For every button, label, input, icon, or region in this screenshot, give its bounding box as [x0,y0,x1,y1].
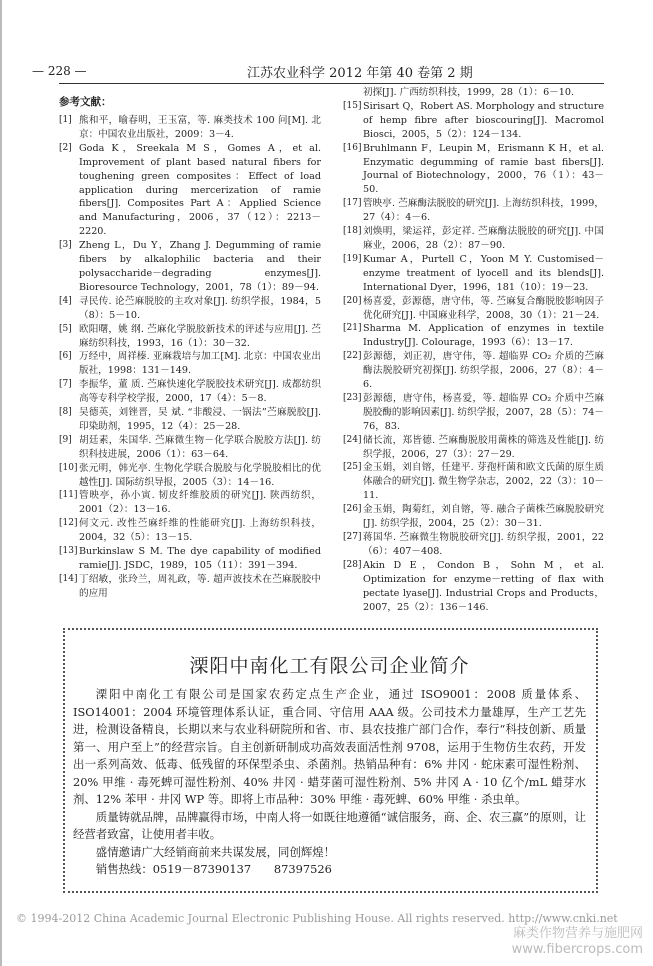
reference-number: [4] [59,295,72,306]
copyright-footer: © 1994-2012 China Academic Journal Electronic Publishing House. All rights reserved. http://www.cnki.net [16,911,618,925]
references-left-column [59,86,321,601]
reference-item [343,86,604,100]
reference-text: 万经中，周祥榛. 亚麻栽培与加工[M]. 北京：中国农业出版社，1998：131－149. [79,351,321,377]
header-rule [59,83,604,84]
reference-item [343,225,604,253]
reference-item [343,559,604,615]
reference-text: 金玉娟，陶菊红，刘自镕，等. 融合子菌株苎麻脱胶研究[J]. 纺织学报，2004，25（2）：30－31. [363,504,604,530]
reference-item [59,517,321,545]
reference-number: [7] [59,379,72,390]
ad-paragraph: 质量铸就品牌，品牌赢得市场，中南人将一如既往地遵循“诚信服务，商、企、农三赢”的原则，让经营者致富，让使用者丰收。 [73,809,586,842]
reference-number: [5] [59,323,72,334]
reference-text: 蒋国华. 苎麻微生物脱胶研究[J]. 纺织学报，2001，22（6）：407－408. [363,532,604,557]
reference-number: [15] [343,100,362,111]
reference-number: [22] [343,351,362,362]
reference-number: [20] [343,295,362,306]
reference-item [343,531,604,559]
reference-number: [25] [343,462,362,473]
reference-item [59,434,321,462]
reference-item [59,295,321,323]
references-right-column [343,86,604,614]
reference-text: 寻民传. 论苎麻脱胶的主攻对象[J]. 纺织学报，1984，5（8）：5－10. [79,295,321,321]
ad-title: 溧阳中南化工有限公司企业简介 [189,655,470,678]
reference-item [343,503,604,531]
reference-number: [17] [343,198,362,209]
reference-item [59,142,321,239]
reference-item [59,489,321,517]
reference-item [59,350,321,378]
reference-text: 管映亭. 苎麻酶法脱胶的研究[J]. 上海纺织科技，1999，27（4）：4－6. [363,198,604,224]
reference-text: 刘焕明，梁运祥，彭定祥. 苎麻酶法脱胶的研究[J]. 中国麻业，2006，28（2）：87－90. [363,226,604,251]
reference-number: [9] [59,434,72,445]
reference-number: [21] [343,323,362,334]
company-ad-box [63,628,598,893]
reference-item [343,322,604,350]
reference-item [59,114,321,142]
reference-item [343,100,604,142]
reference-number: [2] [59,142,72,153]
reference-text: 熊和平，喻春明，王玉富，等. 麻类技术 100 问[M]. 北京：中国农业出版社，2009：3－4. [79,115,321,140]
reference-number: [24] [343,434,362,445]
reference-text: 金玉娟，刘自镕，任建平. 芽孢杆菌和欧文氏菌的原生质体融合的研究[J]. 微生物学杂志，2002，22（3）：10－11. [363,462,604,502]
reference-number: [27] [343,532,362,542]
reference-text: 丁绍敏，张玲兰，周礼政，等. 超声波技术在苎麻脱胶中的应用 [79,573,321,599]
reference-text: 欧阳曙，姚 纲. 苎麻化学脱胶新技术的评述与应用[J]. 苎麻纺织科技，1993，16（1）：30－32. [79,323,321,349]
reference-item [343,142,604,198]
reference-text: 初探[J]. 广西纺织科技，1999，28（1）：6－10. [363,87,575,98]
reference-number: [10] [59,462,78,473]
references-heading: 参考文献： [59,96,112,108]
reference-text: 彭源德，唐守伟，杨喜爱，等. 超临界 CO₂ 介质中苎麻脱胶酶的影响因素[J]. 纺织学报，2007，28（5）：74－76，83. [363,392,604,432]
reference-text: 储长流，郑皆德. 苎麻酶脱胶用菌株的筛选及性能[J]. 纺织学报，2006，27（3）：27－29. [363,434,604,460]
reference-text: 管映亭，孙小寅. 韧皮纤维胶质的研究[J]. 陕西纺织，2001（2）：13－16. [79,490,321,516]
ad-body [73,686,586,879]
reference-number: [14] [59,573,78,584]
reference-item [343,461,604,503]
reference-item [343,197,604,225]
reference-number: [12] [59,518,78,529]
reference-text: Akin D E，Condon B，Sohn M，et al. Optimization for enzyme－retting of flax with pectate lyase[J]. Industrial Crops and Products，2007，25（2）：136－146. [363,559,604,613]
reference-item [59,323,321,351]
reference-number: [11] [59,490,78,501]
reference-number: [1] [59,115,72,125]
ad-hotline: 销售热线：0519－87390137 87397526 [95,862,332,877]
reference-text: Sharma M. Application of enzymes in textile Industry[J]. Colourage，1993（6）：13－17. [363,323,604,349]
reference-text: Zheng L，Du Y，Zhang J. Degumming of ramie fibers by alkalophilic bacteria and their polysaccharide－degrading enzymes[J]. Bioresource Technology，2001，78（1）：89－94. [79,240,321,293]
reference-text: 李振华，董 质. 苎麻快速化学脱胶技术研究[J]. 成都纺织高等专科学校学报，2000，17（4）：5－8. [79,379,321,405]
reference-text: 胡廷素，朱国华. 苎麻微生物－化学联合脱胶方法[J]. 纺织科技进展，2006（1）：63－64. [79,434,321,460]
reference-item [343,253,604,295]
reference-number: [8] [59,407,72,418]
reference-item [59,406,321,434]
reference-number: [26] [343,504,362,515]
watermark-url: www.fibercrops.com [511,941,643,957]
page-number: — 228 — [32,64,87,78]
reference-text: Kumar A，Purtell C，Yoon M Y. Customised－enzyme treatment of lyocell and its blends[J]. International Dyer，1996，181（10）：19－23. [363,253,604,293]
reference-number: [18] [343,226,362,237]
journal-title: 江苏农业科学 2012 年第 40 卷第 2 期 [247,66,473,81]
reference-item [59,462,321,490]
reference-number: [13] [59,546,78,557]
reference-number: [16] [343,142,362,153]
page-header [2,0,653,86]
reference-number: [28] [343,559,362,570]
reference-text: Burkinslaw S M. The dye capability of modified ramie[J]. JSDC，1989，105（11）：391－394. [79,546,321,571]
reference-text: 吴德英，刘锉晋，吴 斌. “非酸浸、一锅法”苎麻脱胶[J]. 印染助剂，1995，12（4）：25－28. [79,407,321,432]
reference-number: [6] [59,351,72,362]
reference-item [59,378,321,406]
reference-item [343,392,604,434]
reference-item [59,573,321,601]
reference-text: 何文元. 改性苎麻纤维的性能研究[J]. 上海纺织科技，2004，32（5）：13－15. [79,518,321,544]
reference-item [343,434,604,462]
reference-text: 彭源德，刘正初，唐守伟，等. 超临界 CO₂ 介质的苎麻酶法脱胶研究初探[J]. 纺织学报，2006，27（8）：4－6. [363,351,604,391]
reference-text: Goda K，Sreekala M S，Gomes A，et al. Improvement of plant based natural fibers for toughening green composites：Effect of load application during mercerization of ramie fibers[J]. Composites Part A：Applied Science and Manufacturing，2006，37（12）：2213－2220. [79,142,321,238]
reference-text: Bruhlmann F，Leupin M，Erismann K H，et al. Enzymatic degumming of ramie bast fibers[J]. Journal of Biotechnology，2000，76（1）：43－50. [363,142,604,196]
page-footer [16,911,643,958]
reference-text: 张元明，韩光亭. 生物化学联合脱胶与化学脱胶相比的优越性[J]. 国际纺织导报，2005（3）：14－16. [79,462,321,488]
reference-text: Sirisart Q，Robert AS. Morphology and structure of hemp fibre after bioscouring[J]. Macromol Biosci，2005，5（2）：124－134. [363,100,604,140]
ad-paragraph: 盛情邀请广大经销商前来共谋发展，同创辉煌！ [95,844,336,859]
references-section [59,86,604,614]
reference-item [59,239,321,295]
reference-number: [19] [343,253,362,264]
reference-number: [3] [59,240,72,251]
reference-text: 杨喜爱，彭源德，唐守伟，等. 苎麻复合酶脱胶影响因子优化研究[J]. 中国麻业科学，2008，30（1）：21－24. [363,295,604,321]
reference-item [59,545,321,573]
ad-paragraph: 溧阳中南化工有限公司是国家农药定点生产企业，通过 ISO9001：2008 质量体系、ISO14001：2004 环境管理体系认证，重合同、守信用 AAA 级。公司技术力量雄厚，生产工艺先进，检测设备精良，长期以来与农业科研院所和省、市、县农技推广部门合作，奉行“科技创新、质量第一、用户至上”的经营宗旨。自主创新研制成功高效表面活性剂 9708，运用于生物仿生农药，开发出一系列高效、低毒、低残留的环保型杀虫、杀菌剂。热销品种有：6% 井冈 · 蛇床素可湿性粉剂、20% 甲维 · 毒死蜱可湿性粉剂、40% 井冈 · 蜡芽菌可湿性粉剂、5% 井冈 A · 10 亿个/mL 蜡芽水剂、12% 苯甲 · 井冈 WP 等。即将上市品种：30% 甲维 · 毒死蜱、60% 甲维 · 杀虫单。 [73,687,586,807]
reference-item [343,295,604,323]
reference-item [343,350,604,392]
watermark-text: 麻类作物营养与施肥网 [512,925,643,941]
reference-number: [23] [343,392,362,403]
